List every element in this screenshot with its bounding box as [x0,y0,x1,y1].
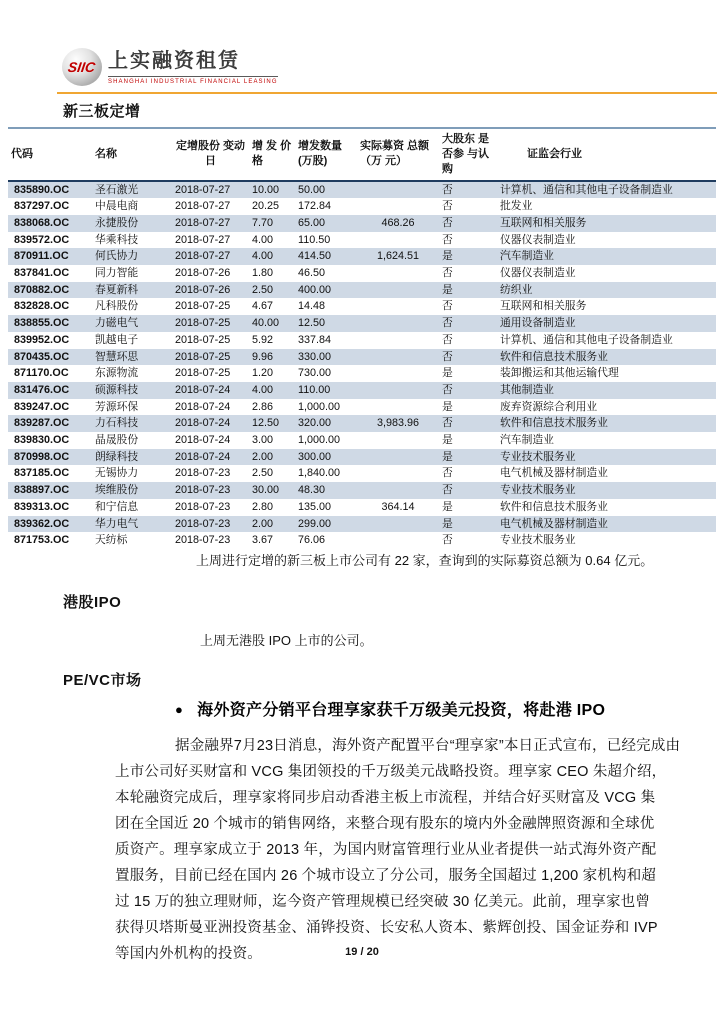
issue-quantity: 76.06 [298,534,326,547]
issue-price: 40.00 [252,317,280,330]
col-header-price: 增 发 价格 [249,128,295,181]
major-holder-flag: 否 [442,200,453,213]
table-row [8,415,716,432]
issue-quantity: 299.00 [298,517,332,530]
stock-name: 何氏协力 [95,250,139,263]
stock-name: 东源物流 [95,367,139,380]
stock-code: 839287.OC [14,417,70,430]
paragraph-line: 上市公司好买财富和 VCG 集团领投的千万级美元战略投资。理享家 CEO 朱超介绍， [115,764,667,780]
raised-amount [357,482,439,499]
stock-code: 837841.OC [14,267,70,280]
raised-amount: 468.26 [381,216,415,229]
stock-name: 天纺标 [95,534,128,547]
stock-name: 晶晟股份 [95,434,139,447]
issue-quantity: 1,000.00 [298,434,341,447]
csrc-industry: 电气机械及器材制造业 [500,467,608,480]
major-holder-flag: 否 [442,534,453,547]
company-name-en: SHANGHAI INDUSTRIAL FINANCIAL LEASING [108,79,278,85]
stock-name: 同力智能 [95,267,139,280]
raised-amount [357,315,439,332]
col-header-industry: 证监会行业 [497,128,716,181]
stock-code: 837185.OC [14,467,70,480]
table-row [8,482,716,499]
change-date: 2018-07-24 [175,383,231,396]
issue-price: 4.67 [252,300,274,313]
raised-amount [357,198,439,215]
csrc-industry: 批发业 [500,200,533,213]
raised-amount [357,332,439,349]
table-row [8,365,716,382]
stock-code: 839572.OC [14,233,70,246]
raised-amount [357,382,439,399]
page-number: 19 / 20 [345,946,379,958]
csrc-industry: 专业技术服务业 [500,484,576,497]
major-holder-flag: 否 [442,233,453,246]
issue-quantity: 730.00 [298,367,332,380]
issue-quantity: 50.00 [298,183,326,196]
change-date: 2018-07-25 [175,317,231,330]
stock-name: 中晨电商 [95,200,139,213]
csrc-industry: 专业技术服务业 [500,534,576,547]
paragraph-line: 获得贝塔斯曼亚洲投资基金、涌铧投资、长安私人资本、紫辉创投、国金证券和 IVP [115,920,658,936]
csrc-industry: 软件和信息技术服务业 [500,417,608,430]
stock-name: 芳源环保 [95,400,139,413]
paragraph-line: 等国内外机构的投资。 [115,946,262,962]
issue-price: 2.50 [252,467,274,480]
change-date: 2018-07-24 [175,450,231,463]
table-body [8,181,716,549]
major-holder-flag: 是 [442,367,453,380]
csrc-industry: 通用设备制造业 [500,317,576,330]
csrc-industry: 电气机械及器材制造业 [500,517,608,530]
table-row [8,432,716,449]
stock-name: 硕源科技 [95,383,139,396]
placement-table [8,127,716,549]
change-date: 2018-07-27 [175,216,231,229]
major-holder-flag: 否 [442,333,453,346]
major-holder-flag: 否 [442,300,453,313]
raised-amount: 3,983.96 [376,417,420,430]
raised-amount [357,232,439,249]
stock-code: 870911.OC [14,250,69,263]
change-date: 2018-07-24 [175,400,231,413]
issue-price: 20.25 [252,200,280,213]
raised-amount [357,532,439,549]
issue-quantity: 320.00 [298,417,332,430]
major-holder-flag: 是 [442,250,453,263]
stock-code: 870998.OC [14,450,70,463]
csrc-industry: 互联网和相关服务 [500,300,587,313]
csrc-industry: 装卸搬运和其他运输代理 [500,367,619,380]
table-row [8,232,716,249]
csrc-industry: 仪器仪表制造业 [500,233,576,246]
issue-price: 4.00 [252,383,274,396]
issue-quantity: 1,000.00 [298,400,341,413]
raised-amount [357,432,439,449]
stock-code: 838897.OC [14,484,70,497]
pevc-headline-text: 海外资产分销平台理享家获千万级美元投资，将赴港 IPO [197,702,606,719]
major-holder-flag: 否 [442,417,453,430]
issue-quantity: 65.00 [298,216,326,229]
change-date: 2018-07-25 [175,300,231,313]
issue-price: 7.70 [252,216,274,229]
table-row [8,282,716,299]
col-header-code: 代码 [8,128,92,181]
gold-divider [57,92,717,94]
table-row [8,465,716,482]
csrc-industry: 纺织业 [500,283,533,296]
stock-name: 春夏新科 [95,283,139,296]
csrc-industry: 汽车制造业 [500,250,554,263]
siic-logo-text: SIIC [67,59,97,75]
major-holder-flag: 是 [442,400,453,413]
table-row [8,499,716,516]
issue-price: 30.00 [252,484,280,497]
section-title-hk-ipo: 港股IPO [63,594,122,611]
change-date: 2018-07-23 [175,534,231,547]
raised-amount [357,365,439,382]
issue-price: 3.67 [252,534,274,547]
issue-price: 1.80 [252,267,274,280]
table-row [8,248,716,265]
col-header-qty: 增发数量 (万股) [295,128,357,181]
stock-code: 831476.OC [14,383,70,396]
issue-quantity: 337.84 [298,333,332,346]
issue-quantity: 14.48 [298,300,326,313]
issue-quantity: 172.84 [298,200,332,213]
major-holder-flag: 否 [442,350,453,363]
csrc-industry: 汽车制造业 [500,434,554,447]
major-holder-flag: 否 [442,267,453,280]
stock-code: 839247.OC [14,400,70,413]
change-date: 2018-07-24 [175,434,231,447]
paragraph-line: 置服务，目前已经在国内 26 个城市设立了分公司，服务全国超过 1,200 家机构和超 [115,868,657,884]
issue-price: 4.00 [252,233,274,246]
issue-quantity: 48.30 [298,484,326,497]
major-holder-flag: 否 [442,317,453,330]
stock-name: 智慧环思 [95,350,139,363]
stock-code: 839313.OC [14,500,70,513]
change-date: 2018-07-27 [175,233,231,246]
csrc-industry: 软件和信息技术服务业 [500,500,608,513]
issue-price: 2.00 [252,450,274,463]
issue-quantity: 1,840.00 [298,467,341,480]
issue-price: 12.50 [252,417,280,430]
stock-code: 839362.OC [14,517,70,530]
stock-name: 力磁电气 [95,317,139,330]
stock-name: 凡科股份 [95,300,139,313]
issue-quantity: 135.00 [298,500,332,513]
paragraph-line: 团在全国近 20 个城市的销售网络，来整合现有股东的境内外金融牌照资源和全球优 [115,816,655,832]
stock-code: 832828.OC [14,300,70,313]
change-date: 2018-07-25 [175,350,231,363]
major-holder-flag: 否 [442,484,453,497]
table-row [8,516,716,533]
change-date: 2018-07-24 [175,417,231,430]
table-row [8,265,716,282]
raised-amount [357,349,439,366]
issue-price: 2.00 [252,517,274,530]
paragraph-line: 本轮融资完成后，理享家将同步启动香港主板上市流程，并结合好买财富及 VCG 集 [115,790,656,806]
paragraph-line: 过 15 万的独立理财师，迄今资产管理规模已经突破 30 亿美元。此前，理享家也曾 [115,894,651,910]
stock-name: 无锡协力 [95,467,139,480]
csrc-industry: 废弃资源综合利用业 [500,400,598,413]
stock-name: 华乘科技 [95,233,139,246]
issue-quantity: 330.00 [298,350,332,363]
issue-price: 2.86 [252,400,274,413]
major-holder-flag: 否 [442,216,453,229]
major-holder-flag: 否 [442,183,453,196]
raised-amount [357,181,439,199]
section-title-pevc: PE/VC市场 [63,672,142,689]
issue-quantity: 46.50 [298,267,326,280]
stock-code: 839952.OC [14,333,70,346]
paragraph-line: 据金融界7月23日消息，海外资产配置平台“理享家”本日正式宣布，已经完成由 [175,738,681,754]
col-header-date: 定增股份 变动日 [172,128,249,181]
issue-quantity: 400.00 [298,283,332,296]
change-date: 2018-07-23 [175,500,231,513]
col-header-name: 名称 [92,128,172,181]
issue-price: 1.20 [252,367,274,380]
change-date: 2018-07-27 [175,250,231,263]
table-header-row [8,128,716,181]
change-date: 2018-07-27 [175,183,231,196]
stock-name: 朗绿科技 [95,450,139,463]
major-holder-flag: 是 [442,434,453,447]
major-holder-flag: 是 [442,283,453,296]
raised-amount [357,265,439,282]
change-date: 2018-07-25 [175,333,231,346]
major-holder-flag: 是 [442,500,453,513]
raised-amount [357,282,439,299]
col-header-holder: 大股东 是否参 与认购 [439,128,497,181]
raised-amount [357,449,439,466]
table-row [8,315,716,332]
raised-amount [357,516,439,533]
major-holder-flag: 否 [442,467,453,480]
issue-price: 10.00 [252,183,280,196]
change-date: 2018-07-26 [175,267,231,280]
stock-code: 871753.OC [14,534,70,547]
stock-code: 871170.OC [14,367,69,380]
stock-name: 永捷股份 [95,216,139,229]
table-row [8,215,716,232]
change-date: 2018-07-23 [175,467,231,480]
issue-price: 3.00 [252,434,274,447]
change-date: 2018-07-26 [175,283,231,296]
paragraph-line: 质资产。理享家成立于 2013 年，为国内财富管理行业从业者提供一站式海外资产配 [115,842,657,858]
issue-quantity: 110.00 [298,383,331,396]
table-row [8,449,716,466]
stock-code: 838855.OC [14,317,70,330]
issue-quantity: 12.50 [298,317,326,330]
raised-amount [357,298,439,315]
csrc-industry: 其他制造业 [500,383,554,396]
col-header-amount: 实际募资 总额（万 元） [357,128,439,181]
table-row [8,298,716,315]
issue-price: 4.00 [252,250,274,263]
stock-name: 凯越电子 [95,333,139,346]
raised-amount [357,399,439,416]
hk-ipo-body: 上周无港股 IPO 上市的公司。 [200,633,373,648]
major-holder-flag: 是 [442,517,453,530]
issue-price: 2.80 [252,500,274,513]
stock-code: 839830.OC [14,434,70,447]
company-name-cn: 上实融资租赁 [108,44,278,77]
csrc-industry: 互联网和相关服务 [500,216,587,229]
company-logo [62,44,278,86]
issue-price: 2.50 [252,283,274,296]
bullet-icon: ● [175,702,184,717]
issue-price: 9.96 [252,350,274,363]
raised-amount: 364.14 [381,500,415,513]
raised-amount: 1,624.51 [376,250,420,263]
raised-amount [357,465,439,482]
stock-name: 力石科技 [95,417,139,430]
stock-code: 870435.OC [14,350,70,363]
stock-name: 埃维股份 [95,484,139,497]
csrc-industry: 计算机、通信和其他电子设备制造业 [500,333,673,346]
table-row [8,198,716,215]
change-date: 2018-07-27 [175,200,231,213]
issue-quantity: 414.50 [298,250,332,263]
section-title-placement: 新三板定增 [63,103,141,120]
change-date: 2018-07-25 [175,367,231,380]
issue-quantity: 300.00 [298,450,332,463]
major-holder-flag: 否 [442,383,453,396]
csrc-industry: 计算机、通信和其他电子设备制造业 [500,183,673,196]
change-date: 2018-07-23 [175,517,231,530]
table-row [8,532,716,549]
table-row [8,332,716,349]
stock-code: 838068.OC [14,216,70,229]
stock-code: 870882.OC [14,283,70,296]
stock-name: 和宁信息 [95,500,139,513]
siic-globe-icon [62,48,102,86]
csrc-industry: 仪器仪表制造业 [500,267,576,280]
csrc-industry: 软件和信息技术服务业 [500,350,608,363]
stock-code: 835890.OC [14,183,70,196]
placement-summary: 上周进行定增的新三板上市公司有 22 家，查询到的实际募资总额为 0.64 亿元。 [196,553,654,568]
change-date: 2018-07-23 [175,484,231,497]
table-row [8,382,716,399]
issue-quantity: 110.50 [298,233,331,246]
logo-text-block [108,44,278,85]
major-holder-flag: 是 [442,450,453,463]
table-row [8,349,716,366]
table-row [8,181,716,199]
stock-code: 837297.OC [14,200,70,213]
issue-price: 5.92 [252,333,274,346]
table-row [8,399,716,416]
pevc-body-paragraph [115,733,681,967]
stock-name: 华力电气 [95,517,139,530]
csrc-industry: 专业技术服务业 [500,450,576,463]
pevc-headline [175,697,605,720]
stock-name: 圣石激光 [95,183,139,196]
